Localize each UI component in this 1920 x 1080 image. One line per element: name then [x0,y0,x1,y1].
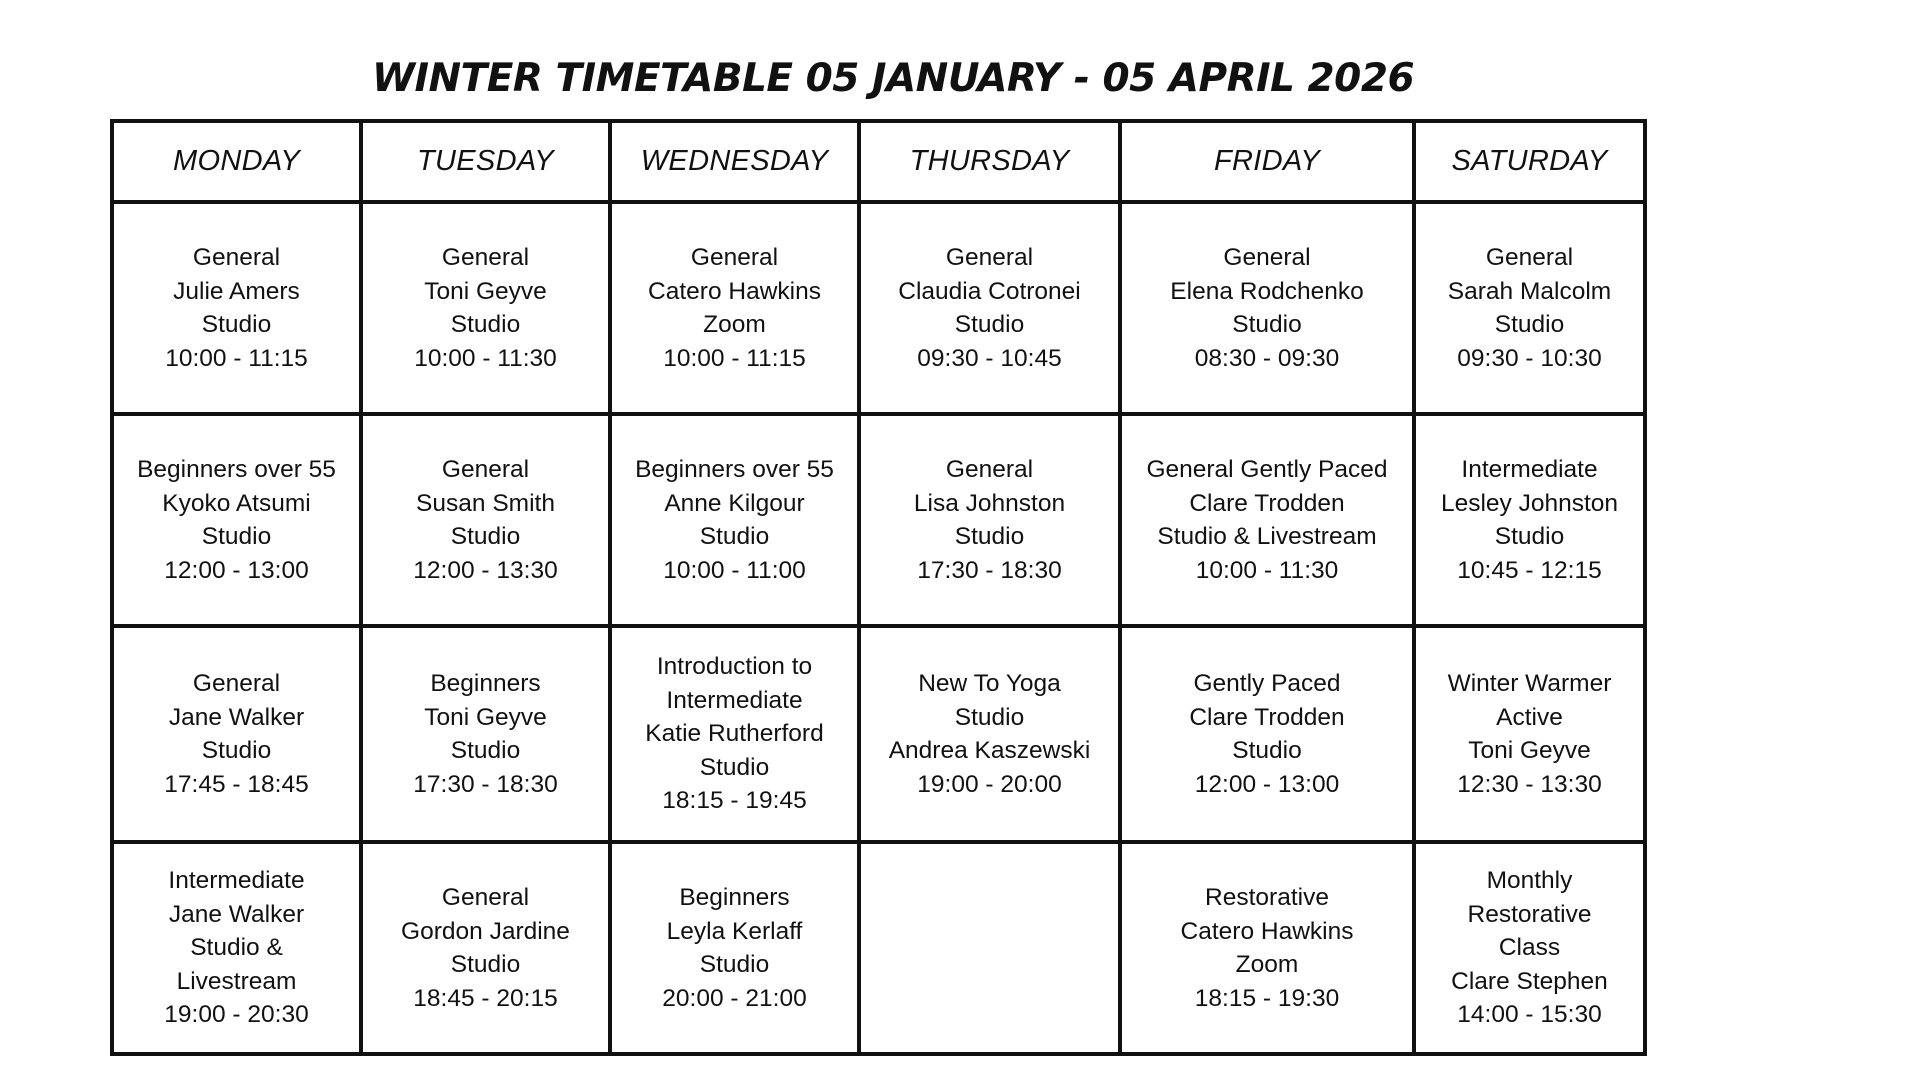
class-detail-line: Studio [954,703,1025,731]
class-cell-monday [112,202,361,414]
class-info [861,241,1118,375]
class-info [1122,241,1412,375]
class-detail-line: Julie Amers [173,277,300,305]
class-detail-line: General Gently Paced [1146,456,1388,483]
class-detail-line: Intermediate [1461,456,1598,483]
class-detail-line: Toni Geyve [424,703,547,731]
table-row [112,414,1645,626]
class-info [114,241,359,375]
class-info [1416,453,1643,587]
class-detail-line: General [441,456,530,483]
class-detail-line: Restorative [1467,900,1592,928]
class-detail-line: 19:00 - 20:30 [164,1001,309,1029]
class-detail-line: Anne Kilgour [664,489,805,517]
class-detail-line: Studio & [190,934,283,962]
class-detail-line: 19:00 - 20:00 [917,770,1062,798]
class-detail-line: Studio [450,311,521,338]
class-detail-line: General [690,244,779,271]
day-header-thursday [859,121,1120,202]
class-cell-monday [112,626,361,842]
class-detail-line: Studio [450,951,521,978]
class-detail-line: 10:00 - 11:15 [165,344,308,372]
class-cell-monday [112,414,361,626]
class-detail-line: 14:00 - 15:30 [1457,1001,1602,1029]
class-detail-line: Restorative [1205,884,1329,911]
class-detail-line: Beginners [679,884,790,911]
class-detail-line: 12:00 - 13:30 [413,556,558,584]
class-detail-line: 10:00 - 11:00 [663,556,806,584]
class-info [612,881,857,1015]
class-cell-friday [1120,414,1414,626]
class-detail-line: Studio & Livestream [1157,523,1377,550]
day-label: SATURDAY [1451,145,1608,177]
class-detail-line: Monthly [1486,867,1573,895]
class-detail-line: 08:30 - 09:30 [1194,344,1340,372]
class-detail-line: Catero Hawkins [648,277,821,305]
class-detail-line: Jane Walker [168,703,305,731]
class-detail-line: Claudia Cotronei [898,277,1081,305]
class-cell-wednesday [610,414,859,626]
class-cell-wednesday [610,626,859,842]
class-cell-thursday [859,842,1120,1054]
class-info [861,453,1118,587]
class-detail-line: Studio [954,311,1025,338]
class-info [363,667,608,801]
class-detail-line: Studio [450,737,521,764]
class-detail-line: Studio [1232,311,1302,338]
class-cell-thursday [859,202,1120,414]
class-detail-line: Lesley Johnston [1440,489,1619,517]
class-detail-line: Gordon Jardine [401,917,570,945]
class-info [1416,864,1643,1032]
day-header-friday [1120,121,1414,202]
class-detail-line: Toni Geyve [424,277,547,305]
class-detail-line: General [1223,244,1311,271]
day-header-monday [112,121,361,202]
class-detail-line: Winter Warmer [1447,670,1612,697]
day-label: WEDNESDAY [640,145,829,177]
class-detail-line: Andrea Kaszewski [888,737,1091,764]
table-row [112,626,1645,842]
timetable-grid [110,119,1647,1056]
class-info [114,453,359,587]
class-cell-thursday [859,414,1120,626]
class-detail-line: General [441,244,530,271]
class-cell-tuesday [361,202,610,414]
class-cell-tuesday [361,414,610,626]
class-detail-line: Kyoko Atsumi [162,489,311,517]
class-detail-line: 18:45 - 20:15 [413,984,558,1012]
class-cell-wednesday [610,202,859,414]
class-detail-line: General [1485,244,1574,271]
class-detail-line: General [945,244,1034,271]
class-info [114,864,359,1032]
class-detail-line: Class [1498,934,1561,962]
class-detail-line: Katie Rutherford [645,720,824,748]
class-cell-tuesday [361,842,610,1054]
class-detail-line: Studio [1494,311,1565,338]
class-detail-line: 09:30 - 10:45 [917,344,1062,372]
class-detail-line: General [945,456,1034,483]
class-detail-line: 09:30 - 10:30 [1457,344,1602,372]
class-detail-line: Beginners over 55 [635,456,834,483]
class-detail-line: Clare Trodden [1189,489,1345,517]
class-detail-line: Introduction to [656,653,813,681]
class-detail-line: Susan Smith [416,489,555,517]
day-label: FRIDAY [1214,145,1320,177]
header-row [112,121,1645,202]
class-detail-line: 12:30 - 13:30 [1457,770,1602,798]
class-cell-wednesday [610,842,859,1054]
class-detail-line: Elena Rodchenko [1170,277,1364,305]
class-detail-line: Clare Stephen [1451,967,1608,995]
class-detail-line: 10:00 - 11:30 [414,344,557,372]
class-info [1122,667,1412,801]
page-title: WINTER TIMETABLE 05 JANUARY - 05 APRIL 2026 [372,56,1415,101]
day-header-saturday [1414,121,1645,202]
class-info [1122,453,1412,587]
day-header-wednesday [610,121,859,202]
class-detail-line: Toni Geyve [1468,737,1591,764]
class-detail-line: New To Yoga [918,670,1061,697]
class-cell-tuesday [361,626,610,842]
class-cell-saturday [1414,414,1645,626]
class-detail-line: 17:30 - 18:30 [413,770,558,798]
class-info [363,881,608,1015]
class-detail-line: Studio [699,753,770,781]
class-detail-line: Leyla Kerlaff [666,917,803,945]
class-detail-line: Clare Trodden [1189,703,1345,731]
class-detail-line: Zoom [1235,951,1299,978]
class-detail-line: 18:15 - 19:45 [662,787,807,815]
class-info [1416,667,1643,801]
class-detail-line: Sarah Malcolm [1447,277,1612,305]
class-detail-line: Active [1496,703,1563,731]
class-info [114,667,359,801]
class-detail-line: 10:00 - 11:30 [1195,556,1339,584]
class-detail-line: Livestream [176,967,297,995]
class-info [861,667,1118,801]
class-detail-line: Beginners [430,670,541,697]
class-detail-line: Studio [201,311,272,338]
day-label: MONDAY [173,145,300,177]
class-detail-line: Jane Walker [168,900,305,928]
class-cell-friday [1120,842,1414,1054]
class-detail-line: 20:00 - 21:00 [662,984,807,1012]
class-info [612,453,857,587]
class-detail-line: Intermediate [666,686,803,714]
class-detail-line: Studio [699,951,770,978]
class-detail-line: 17:30 - 18:30 [917,556,1062,584]
class-detail-line: Studio [450,523,521,550]
table-row [112,842,1645,1054]
class-detail-line: Catero Hawkins [1180,917,1354,945]
class-detail-line: 12:00 - 13:00 [1194,770,1340,798]
class-detail-line: 12:00 - 13:00 [164,556,309,584]
class-cell-friday [1120,202,1414,414]
class-detail-line: 10:45 - 12:15 [1457,556,1602,584]
day-header-tuesday [361,121,610,202]
class-detail-line: Intermediate [168,867,305,895]
class-cell-saturday [1414,202,1645,414]
class-detail-line: Zoom [703,311,766,338]
class-detail-line: Studio [201,523,272,550]
class-cell-saturday [1414,842,1645,1054]
class-info [1416,241,1643,375]
class-detail-line: 17:45 - 18:45 [164,770,309,798]
class-detail-line: Gently Paced [1193,670,1341,697]
class-info [612,650,857,818]
class-detail-line: General [192,670,281,697]
class-cell-thursday [859,626,1120,842]
timetable-body [112,202,1645,1054]
class-detail-line: General [441,884,530,911]
class-detail-line: Studio [1232,737,1302,764]
class-detail-line: Studio [954,523,1025,550]
class-detail-line: General [192,244,281,271]
day-label: TUESDAY [417,145,554,177]
class-cell-saturday [1414,626,1645,842]
table-row [112,202,1645,414]
class-detail-line: Beginners over 55 [137,456,336,483]
class-cell-monday [112,842,361,1054]
class-detail-line: 10:00 - 11:15 [663,344,806,372]
class-detail-line: Studio [1494,523,1565,550]
class-info [612,241,857,375]
class-info [363,241,608,375]
class-detail-line: Studio [699,523,770,550]
class-info [1122,881,1412,1015]
class-info [363,453,608,587]
class-cell-friday [1120,626,1414,842]
class-detail-line: Lisa Johnston [913,489,1066,517]
class-detail-line: 18:15 - 19:30 [1194,984,1340,1012]
day-label: THURSDAY [909,145,1070,177]
class-detail-line: Studio [201,737,272,764]
